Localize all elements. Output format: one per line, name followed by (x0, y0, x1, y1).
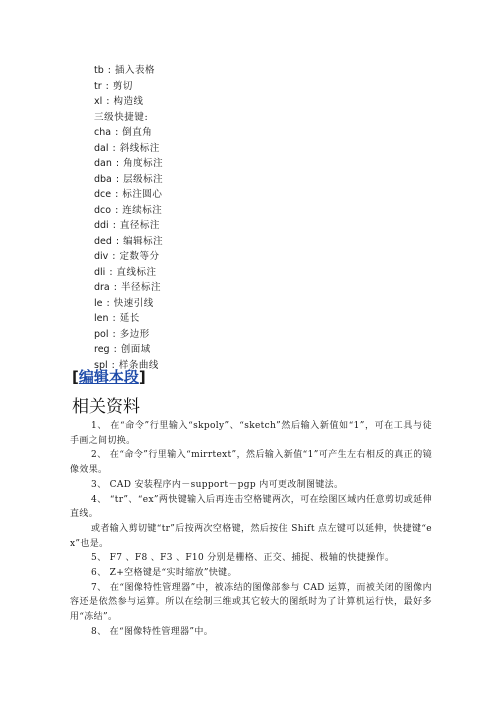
shortcut-separator: : (109, 266, 113, 278)
shortcut-separator: : (105, 80, 109, 92)
shortcut-description: 定数等分 (119, 251, 160, 262)
section-title: 相关资料 (72, 397, 140, 417)
shortcut-key: tr (94, 80, 102, 92)
shortcut-description: 剪切 (112, 80, 133, 92)
shortcut-separator: : (112, 313, 116, 324)
shortcut-key: pol (94, 328, 109, 340)
shortcut-description: 延长 (119, 313, 140, 324)
shortcut-key: len (94, 313, 109, 324)
paragraph: 5、 F7 、F8 、F3 、F10 分别是栅格、正交、捕捉、极轴的快捷操作。 (91, 553, 395, 564)
shortcut-separator: : (113, 344, 117, 355)
shortcut-key: dce (94, 189, 112, 200)
shortcut-row (94, 218, 394, 234)
shortcut-description: 倒直角 (122, 127, 153, 138)
shortcut-separator: : (111, 359, 115, 371)
shortcut-description: 斜线标注 (119, 142, 160, 154)
shortcut-key: ddi (94, 220, 109, 231)
shortcut-key: dco (94, 204, 112, 216)
shortcut-key: dli (94, 266, 106, 278)
shortcut-key: tb (94, 65, 104, 76)
paragraph: 6、 Z+空格键是“实时缩放”快键。 (91, 568, 237, 579)
shortcut-description: 构造线 (113, 96, 144, 107)
edit-section-link (72, 366, 146, 387)
paragraph: 或者输入剪切键“tr”后按两次空格键，然后按住 Shift 点左键可以延伸，快捷键“ex”也是。 (70, 523, 432, 549)
shortcut-separator: : (115, 235, 120, 247)
shortcut-row (94, 327, 394, 343)
shortcut-row (94, 79, 394, 95)
edit-section-link-text[interactable]: 编辑本段 (78, 368, 139, 386)
shortcut-key: dba (94, 173, 112, 185)
shortcut-description: 多边形 (119, 328, 150, 340)
shortcut-separator: : (112, 142, 116, 154)
shortcut-description: 角度标注 (123, 158, 164, 169)
shortcut-row (94, 63, 394, 79)
shortcut-description: 半径标注 (120, 282, 161, 293)
shortcut-separator: : (115, 204, 119, 216)
shortcut-description: 快速引线 (113, 297, 154, 309)
shortcut-row (94, 203, 394, 219)
shortcut-description: 样条曲线 (118, 359, 159, 371)
related-info-body (70, 419, 432, 640)
shortcut-key: cha (94, 127, 112, 138)
shortcut-row (94, 280, 394, 296)
shortcut-description: 直径标注 (119, 220, 160, 231)
shortcut-description: 创面域 (120, 344, 151, 355)
shortcut-row (94, 311, 394, 327)
shortcut-row (94, 249, 394, 265)
shortcut-key: div (94, 251, 109, 262)
shortcut-description: 标注圆心 (122, 189, 163, 200)
shortcut-row (94, 296, 394, 312)
shortcut-separator: : (106, 96, 110, 107)
close-bracket: ] (138, 368, 146, 386)
paragraph: 2、 在“命令”行里输入“mirrtext”，然后输入新值“1”可产生左右相反的真正的镜像效果。 (70, 450, 432, 476)
shortcut-row (94, 141, 394, 157)
shortcut-key: ded (94, 235, 112, 247)
shortcut-separator: : (113, 282, 117, 293)
shortcut-list (94, 63, 394, 373)
shortcut-row (94, 234, 394, 250)
shortcut-description: 层级标注 (123, 173, 164, 185)
shortcut-key: dra (94, 282, 110, 293)
shortcut-description: 插入表格 (114, 65, 155, 76)
shortcut-row (94, 125, 394, 141)
shortcut-key: dan (94, 158, 112, 169)
shortcut-description: 连续标注 (122, 204, 163, 216)
shortcut-separator: : (115, 189, 119, 200)
shortcut-row (94, 94, 394, 110)
shortcut-separator: : (106, 297, 110, 309)
paragraph: 3、 CAD 安装程序内－support－pgp 内可更改制图键法。 (91, 479, 344, 490)
shortcut-row (94, 156, 394, 172)
shortcut-key: xl (94, 96, 103, 107)
shortcut-separator: : (115, 158, 120, 169)
shortcut-key: spl (94, 359, 108, 371)
shortcut-row (94, 265, 394, 281)
paragraph: 7、 在“图像特性管理器”中，被冻结的图像部参与 CAD 运算，而被关闭的图像内容还是依然参与运算。所以在绘制三维或其它较大的图纸时为了计算机运行快，最好多用“冻结”。 (70, 582, 432, 623)
paragraph: 1、 在“命令”行里输入“skpoly”、“sketch”然后输入新值如“1”，可在工具与徒手画之间切换。 (70, 421, 432, 446)
shortcut-separator: : (107, 65, 111, 76)
shortcut-level-heading: 三级快捷键: (94, 111, 149, 123)
paragraph: 8、 在“图像特性管理器”中。 (91, 626, 214, 637)
shortcut-separator: : (115, 173, 120, 185)
open-bracket: [ (72, 368, 79, 386)
shortcut-description: 直线标注 (116, 266, 157, 278)
shortcut-key: dal (94, 142, 109, 154)
shortcut-separator: : (115, 127, 119, 138)
paragraph: 4、 “tr”、“ex”两快键输入后再连击空格键两次，可在绘图区域内任意剪切或延伸直线。 (70, 494, 432, 520)
shortcut-key: reg (94, 344, 110, 355)
shortcut-separator: : (112, 251, 116, 262)
shortcut-row (94, 172, 394, 188)
shortcut-key: le (94, 297, 103, 309)
shortcut-row (94, 342, 394, 358)
shortcut-description: 编辑标注 (123, 235, 164, 247)
shortcut-separator: : (112, 328, 116, 340)
shortcut-separator: : (112, 220, 116, 231)
shortcut-row (94, 187, 394, 203)
